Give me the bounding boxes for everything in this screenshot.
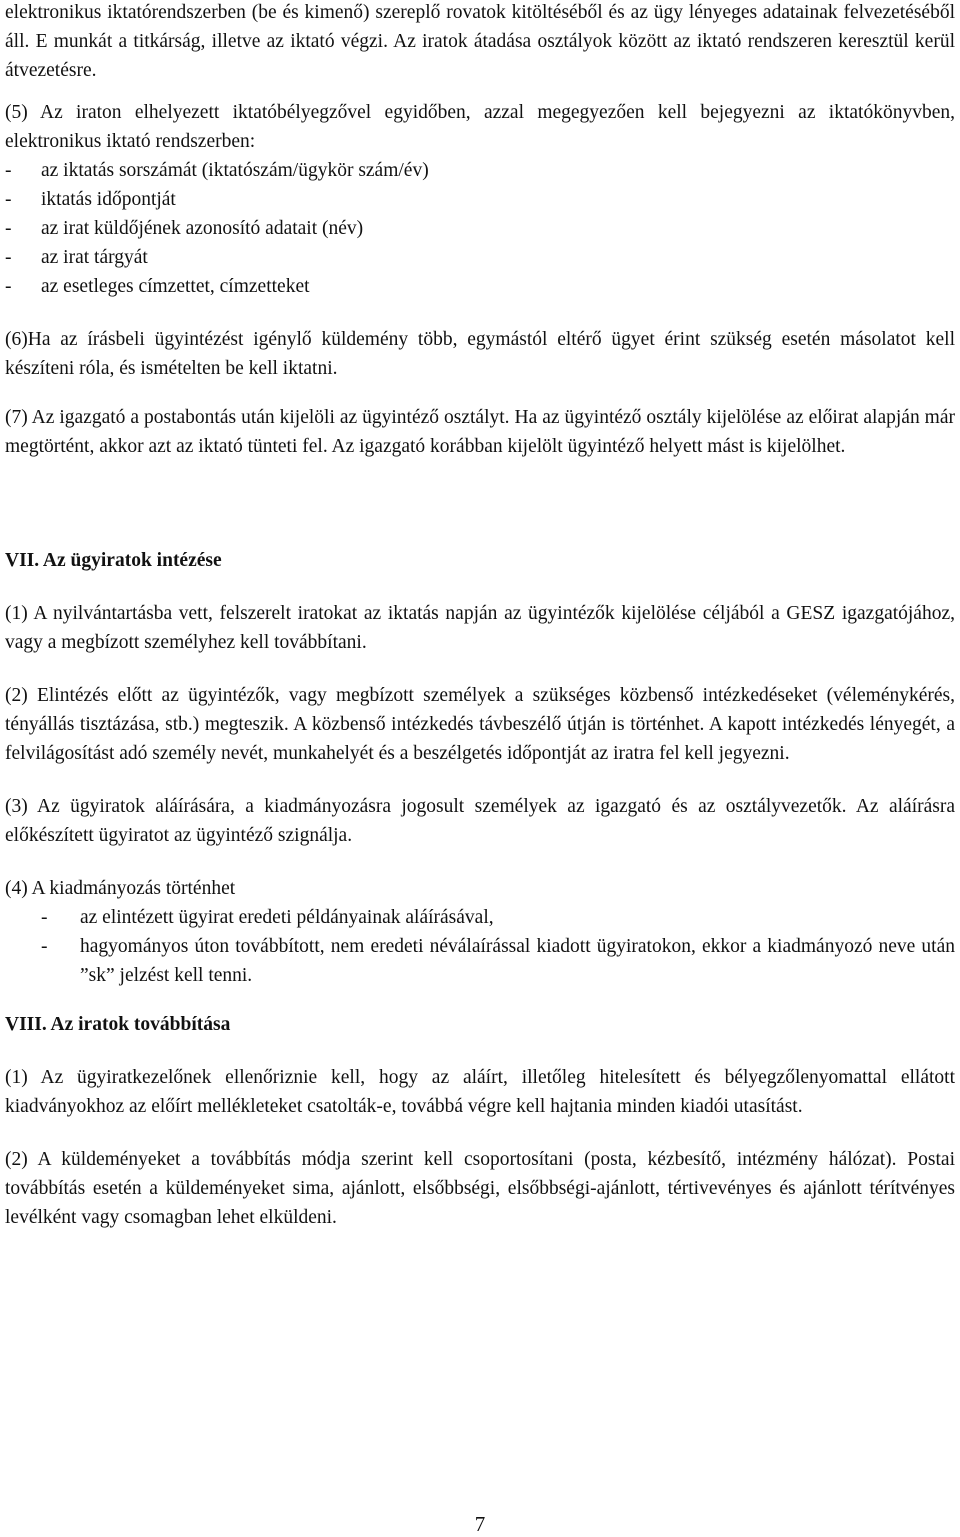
section-heading-vii: VII. Az ügyiratok intézése: [5, 550, 222, 571]
page-number: 7: [474, 1512, 486, 1536]
paragraph-vi-5-intro: (5) Az iraton elhelyezett iktatóbélyegzővel egyidőben, azzal megegyezően kell bejegyezni az iktatókönyvben, elektronikus iktató rendszerben:: [5, 102, 955, 152]
paragraph-vii-3: (3) Az ügyiratok aláírására, a kiadmányozásra jogosult személyek az igazgató és az osztályvezetők. Az aláírásra előkészített ügyiratot az ügyintéző szignálja.: [5, 796, 955, 846]
list-item: - az irat küldőjének azonosító adatait (név): [5, 218, 364, 239]
list-item: - iktatás időpontját: [5, 189, 176, 210]
paragraph-vii-4-intro: (4) A kiadmányozás történhet: [5, 878, 236, 899]
paragraph-vii-2: (2) Elintézés előtt az ügyintézők, vagy megbízott személyek a szükséges közbenső intézkedéseket (véleménykérés, tényállás tisztázása, stb.) megteszik. A közbenső intézkedés távbeszélő útján is történhet. A kapott intézkedés lényegét, a felvilágosítást adó személy nevét, munkahelyét és a beszélgetés időpontját az iratra fel kell jegyezni.: [5, 685, 955, 764]
continuation-paragraph: elektronikus iktatórendszerben (be és kimenő) szereplő rovatok kitöltéséből és az ügy lényeges adatainak felvezetéséből áll. E munkát a titkárság, illetve az iktató végzi. Az iratok átadása osztályok között az iktató rendszeren keresztül kerül átvezetésre.: [5, 2, 955, 81]
document-page: [5, 0, 955, 1232]
paragraph-vii-4-list: [5, 903, 955, 990]
paragraph-vii-1: (1) A nyilvántartásba vett, felszerelt iratokat az iktatás napján az ügyintézők kijelölése céljából a GESZ igazgatójához, vagy a megbízott személyhez kell továbbítani.: [5, 603, 955, 653]
paragraph-viii-1: (1) Az ügyiratkezelőnek ellenőriznie kell, hogy az aláírt, illetőleg hitelesített és bélyegzőlenyomattal ellátott kiadványokhoz az előírt mellékleteket csatolták-e, továbbá végre kell hajtania minden kiadói utasítást.: [5, 1067, 955, 1117]
paragraph-vi-6: (6)Ha az írásbeli ügyintézést igénylő küldemény több, egymástól eltérő ügyet érint szükség esetén másolatot kell készíteni róla, és ismételten be kell iktatni.: [5, 329, 955, 379]
paragraph-vi-7: (7) Az igazgató a postabontás után kijelöli az ügyintéző osztályt. Ha az ügyintéző osztály kijelölése az előirat alapján már megtörtént, akkor azt az iktató tünteti fel. Az igazgató korábban kijelölt ügyintéző helyett mást is kijelölhet.: [5, 407, 955, 457]
section-heading-viii: VIII. Az iratok továbbítása: [5, 1014, 231, 1035]
paragraph-viii-2: (2) A küldeményeket a továbbítás módja szerint kell csoportosítani (posta, kézbesítő, intézmény hálózat). Postai továbbítás esetén a küldeményeket sima, ajánlott, elsőbbségi, elsőbbségi-ajánlott, tértivevényes és ajánlott térítvényes levélként vagy csomagban lehet elküldeni.: [5, 1149, 955, 1228]
list-item: - az iktatás sorszámát (iktatószám/ügykör szám/év): [5, 160, 429, 181]
list-item: - az esetleges címzettet, címzetteket: [5, 276, 310, 297]
list-item: - hagyományos úton továbbított, nem eredeti néválaírással kiadott ügyiratokon, ekkor a kiadmányozó neve után ”sk” jelzést kell tenni.: [41, 936, 955, 986]
list-item: - az irat tárgyát: [5, 247, 148, 268]
paragraph-vi-5-list: [5, 156, 955, 301]
list-item: - az elintézett ügyirat eredeti példányainak aláírásával,: [41, 907, 494, 928]
